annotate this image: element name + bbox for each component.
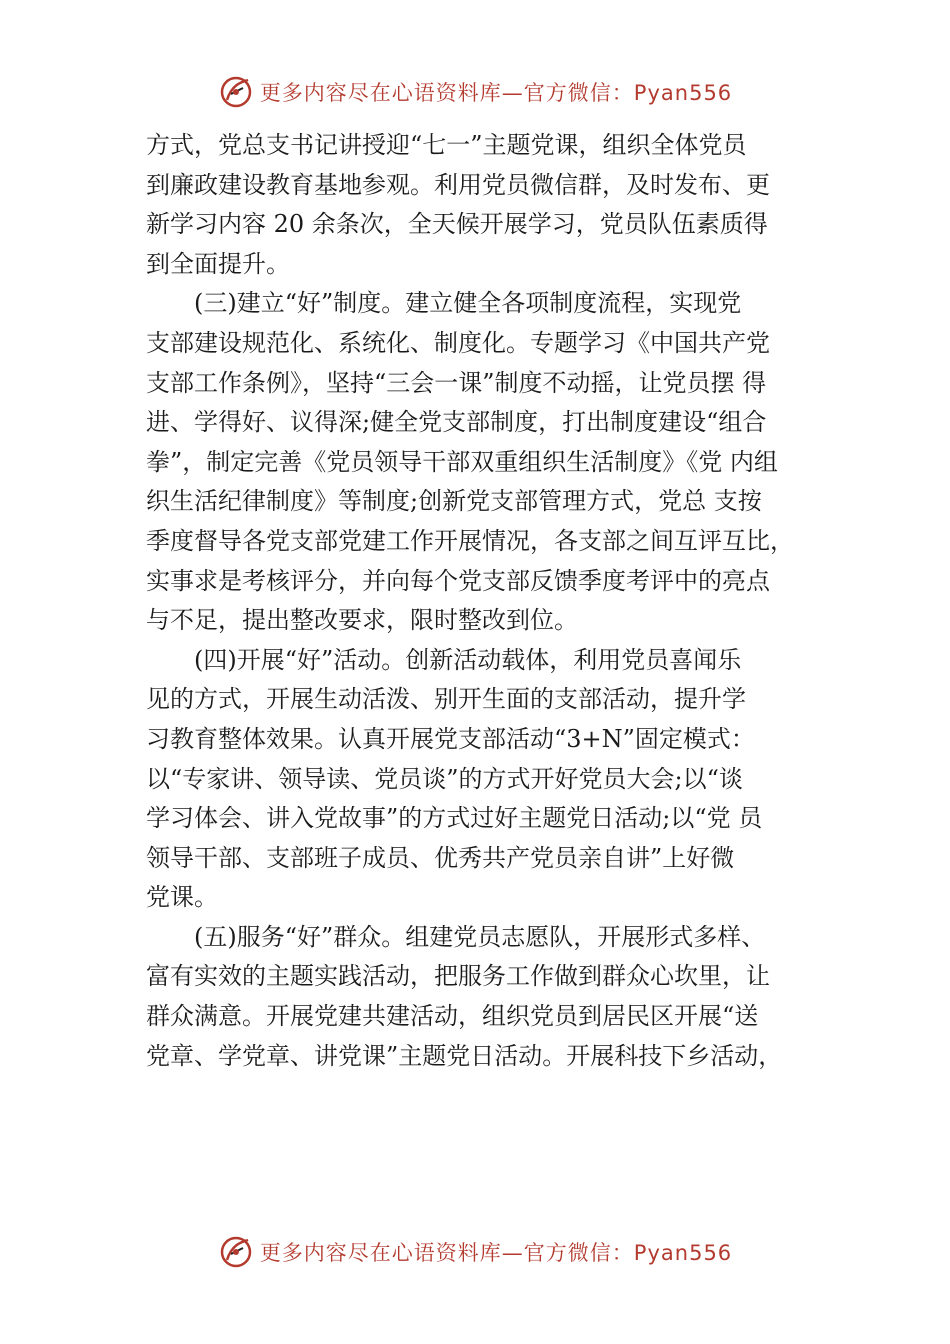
body-line: 进、学得好、议得深;健全党支部制度，打出制度建设“组合 (146, 408, 767, 437)
body-line: 见的方式，开展生动活泼、别开生面的支部活动，提升学 (146, 685, 746, 714)
brand-logo-icon (218, 74, 254, 110)
body-line: 支部工作条例》，坚持“三会一课”制度不动摇，让党员摆 得 (146, 368, 767, 397)
footer-banner-text: 更多内容尽在心语资料库—官方微信：Pyan556 (259, 1241, 733, 1265)
body-line: 以“专家讲、领导读、党员谈”的方式开好党员大会;以“谈 (146, 764, 743, 793)
header-watermark-banner (0, 70, 950, 114)
body-line: 党章、学党章、讲党课”主题党日活动。开展科技下乡活动， (146, 1041, 783, 1070)
body-line: 拳”，制定完善《党员领导干部双重组织生活制度》《党 内组 (146, 447, 778, 476)
body-line: 支部建设规范化、系统化、制度化。专题学习《中国共产党 (146, 328, 770, 357)
body-line: 与不足，提出整改要求，限时整改到位。 (146, 606, 578, 635)
body-line: 方式，党总支书记讲授迎“七一”主题党课，组织全体党员 (146, 131, 747, 159)
header-banner-text: 更多内容尽在心语资料库—官方微信：Pyan556 (259, 81, 733, 105)
paragraph-start-line: (五)服务“好”群众。组建党员志愿队，开展形式多样、 (194, 922, 766, 951)
body-line: 实事求是考核评分，并向每个党支部反馈季度考评中的亮点 (146, 566, 770, 595)
body-line: 领导干部、支部班子成员、优秀共产党员亲自讲”上好微 (146, 843, 735, 872)
body-line: 到全面提升。 (146, 249, 290, 278)
body-line: 富有实效的主题实践活动，把服务工作做到群众心坎里，让 (146, 962, 770, 991)
footer-watermark-banner (0, 1230, 950, 1274)
body-line: 到廉政建设教育基地参观。利用党员微信群，及时发布、更 (146, 170, 770, 199)
paragraph-start-line: (四)开展“好”活动。创新活动载体，利用党员喜闻乐 (194, 645, 742, 674)
body-line: 党课。 (146, 883, 218, 912)
body-line: 织生活纪律制度》等制度;创新党支部管理方式，党总 支按 (146, 487, 762, 516)
body-line: 习教育整体效果。认真开展党支部活动“3+N”固定模式： (146, 724, 755, 753)
body-line: 季度督导各党支部党建工作开展情况，各支部之间互评互比， (146, 526, 794, 555)
document-body (146, 126, 812, 1076)
body-line: 新学习内容 20 余条次，全天候开展学习，党员队伍素质得 (146, 210, 768, 239)
brand-logo-icon (218, 1234, 254, 1270)
body-line: 群众满意。开展党建共建活动，组织党员到居民区开展“送 (146, 1002, 759, 1031)
paragraph-start-line: (三)建立“好”制度。建立健全各项制度流程，实现党 (194, 289, 742, 318)
body-line: 学习体会、讲入党故事”的方式过好主题党日活动;以“党 员 (146, 804, 763, 833)
